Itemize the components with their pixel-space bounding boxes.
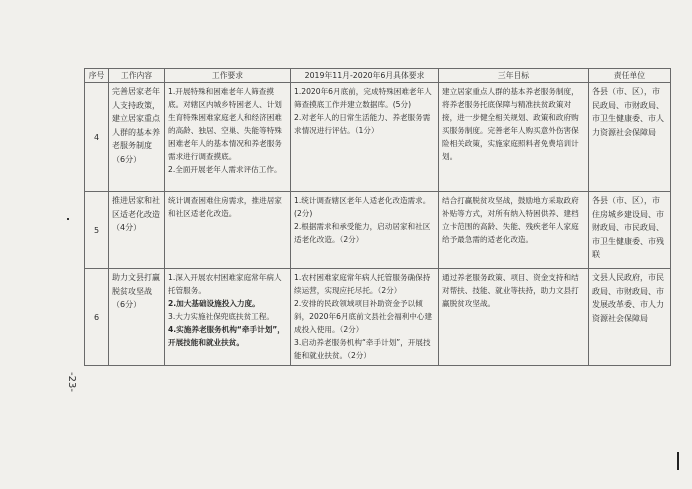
table-header-row [85, 69, 671, 83]
specific-item: 1.2020年6月底前，完成特殊困难老年人筛查摸底工作并建立数据库。(5分) [294, 87, 432, 109]
row-specific [291, 192, 439, 269]
table-row [85, 83, 671, 192]
row-specific [291, 83, 439, 192]
margin-dot [67, 218, 69, 220]
row-goal: 建立居家重点人群的基本养老服务制度，将养老服务托底保障与精准扶贫政策对接，进一步健全相关规划、政策和政府购买服务制度。完善老年人购买意外伤害保险相关政策，实施家庭照料者免费培训计划。 [439, 83, 589, 192]
row-requirements [165, 192, 291, 269]
row-content: 完善居家老年人支持政策，建立居家重点人群的基本养老服务制度（6分） [109, 83, 165, 192]
specific-item: 3.启动养老服务机构“牵手计划”，开展技能和就业扶贫。（2分） [294, 338, 431, 360]
table-row [85, 192, 671, 269]
row-content: 推进居家和社区适老化改造（4分） [109, 192, 165, 269]
specific-item: 2.安排的民政领域项目补助资金予以倾斜，2020年6月底前文县社会福利中心建成投入使用。（2分） [294, 299, 433, 334]
page-number: -23- [66, 372, 77, 392]
requirement-item: 3.大力实施社保兜底扶贫工程。 [168, 312, 274, 321]
row-content: 助力文县打赢脱贫攻坚战（6分） [109, 269, 165, 366]
row-goal: 结合打赢脱贫攻坚战，鼓励地方采取政府补贴等方式，对所有纳入特困供养、建档立卡范围的高龄、失能、残疾老年人家庭给予最急需的适老化改造。 [439, 192, 589, 269]
task-table [84, 68, 671, 366]
header-unit: 责任单位 [589, 69, 671, 83]
requirement-item: 2.全面开展老年人需求评估工作。 [168, 165, 282, 174]
header-goal: 三年目标 [439, 69, 589, 83]
row-index: 4 [85, 83, 109, 192]
row-unit: 各县（市、区），市民政局、市财政局、市卫生健康委、市人力资源社会保障局 [589, 83, 671, 192]
row-index: 5 [85, 192, 109, 269]
specific-item: 2.根据需求和承受能力，启动居家和社区适老化改造。（2分） [294, 222, 431, 244]
row-requirements [165, 83, 291, 192]
header-index: 序号 [85, 69, 109, 83]
row-specific [291, 269, 439, 366]
specific-item: 1.农村困难家庭常年病人托管服务确保持续运营，实现应托尽托。（2分） [294, 273, 431, 295]
row-unit: 文县人民政府，市民政局、市财政局、市发展改革委、市人力资源社会保障局 [589, 269, 671, 366]
edge-mark [677, 452, 679, 470]
header-specific: 2019年11月-2020年6月具体要求 [291, 69, 439, 83]
header-content: 工作内容 [109, 69, 165, 83]
requirement-item: 统计调查困难住房需求，推进居家和社区适老化改造。 [168, 196, 282, 218]
specific-item: 2.对老年人的日常生活能力、养老服务需求情况进行评估。（1分） [294, 113, 431, 135]
requirement-item: 4.实施养老服务机构“牵手计划”，开展技能和就业扶贫。 [168, 325, 285, 347]
row-index: 6 [85, 269, 109, 366]
row-goal: 通过养老服务政策、项目、资金支持和结对帮扶、技能、就业等扶持，助力文县打赢脱贫攻坚战。 [439, 269, 589, 366]
row-requirements [165, 269, 291, 366]
requirement-item: 1.深入开展农村困难家庭常年病人托管服务。 [168, 273, 282, 295]
requirement-item: 1.开展特殊和困难老年人筛查摸底。对辖区内城乡特困老人、计划生育特殊困难家庭老人和经济困难的高龄、独居、空巢、失能等特殊困难老年人的基本情况和养老服务需求进行调查摸底。 [168, 87, 282, 161]
requirement-item: 2.加大基础设施投入力度。 [168, 299, 260, 308]
table-row [85, 269, 671, 366]
specific-item: 1.统计调查辖区老年人适老化改造需求。(2分) [294, 196, 431, 218]
header-requirements: 工作要求 [165, 69, 291, 83]
row-unit: 各县（市、区），市住房城乡建设局、市财政局、市民政局、市卫生健康委、市残联 [589, 192, 671, 269]
